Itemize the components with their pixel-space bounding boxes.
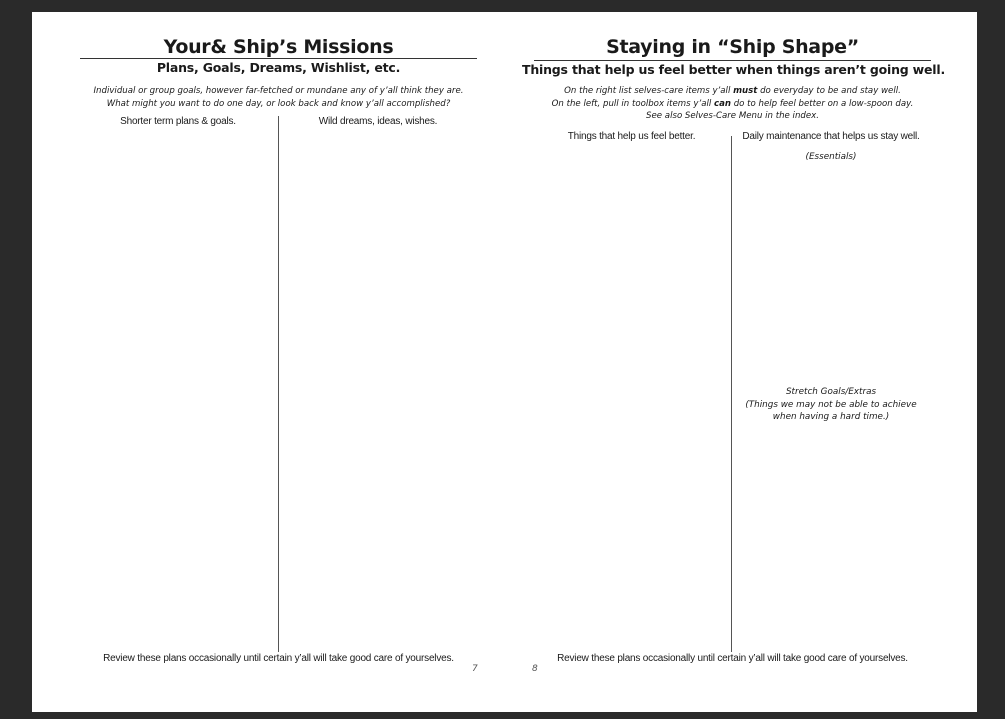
page-subtitle: Plans, Goals, Dreams, Wishlist, etc. — [156, 60, 401, 75]
page-number: 8 — [532, 664, 538, 674]
intro-text — [534, 85, 931, 123]
intro-line: Individual or group goals, however far-fetched or mundane any of y’all think they are. — [93, 86, 464, 96]
page-footer: Review these plans occasionally until certain y’all will take good care of yourselves. — [557, 653, 908, 664]
column-divider — [278, 116, 279, 652]
title-rule — [80, 58, 477, 59]
column-heading-feel-better: Things that help us feel better. — [567, 131, 696, 142]
column-divider — [731, 136, 732, 652]
page-subtitle: Things that help us feel better when things aren’t going well. — [522, 62, 946, 77]
column-heading-short-term: Shorter term plans & goals. — [120, 116, 236, 127]
emphasis-can: can — [713, 98, 731, 109]
short-term-writing-area[interactable] — [80, 130, 276, 650]
intro-text — [80, 85, 477, 110]
stretch-goals-line: when having a hard time.) — [772, 412, 890, 422]
title-rule — [534, 60, 931, 61]
page-title: Your& Ship’s Missions — [163, 36, 394, 58]
essentials-note: (Essentials) — [805, 152, 857, 162]
stretch-goals-note — [736, 386, 926, 424]
page-footer: Review these plans occasionally until certain y’all will take good care of yourselves. — [103, 653, 454, 664]
stretch-goals-writing-area[interactable] — [735, 427, 931, 650]
column-heading-wild-dreams: Wild dreams, ideas, wishes. — [318, 116, 438, 127]
page-title: Staying in “Ship Shape” — [606, 36, 859, 58]
intro-line: See also Selves-Care Menu in the index. — [646, 111, 819, 121]
intro-line: What might you want to do one day, or look back and know y’all accomplished? — [106, 98, 451, 109]
feel-better-writing-area[interactable] — [534, 146, 730, 650]
stretch-goals-line: (Things we may not be able to achieve — [745, 399, 917, 410]
page-number: 7 — [472, 664, 478, 674]
column-heading-daily-maintenance: Daily maintenance that helps us stay well. — [742, 131, 920, 142]
wild-dreams-writing-area[interactable] — [282, 130, 477, 650]
page-right — [504, 12, 977, 712]
emphasis-must: must — [733, 86, 758, 96]
essentials-writing-area[interactable] — [735, 167, 931, 382]
intro-line: On the left, pull in toolbox items y’all can do to help feel better on a low-spoon day. — [551, 98, 914, 109]
page-left — [32, 12, 504, 712]
stretch-goals-title: Stretch Goals/Extras — [785, 387, 877, 397]
book-spread — [32, 12, 977, 712]
intro-line: On the right list selves-care items y’all must do everyday to be and stay well. — [564, 86, 901, 96]
